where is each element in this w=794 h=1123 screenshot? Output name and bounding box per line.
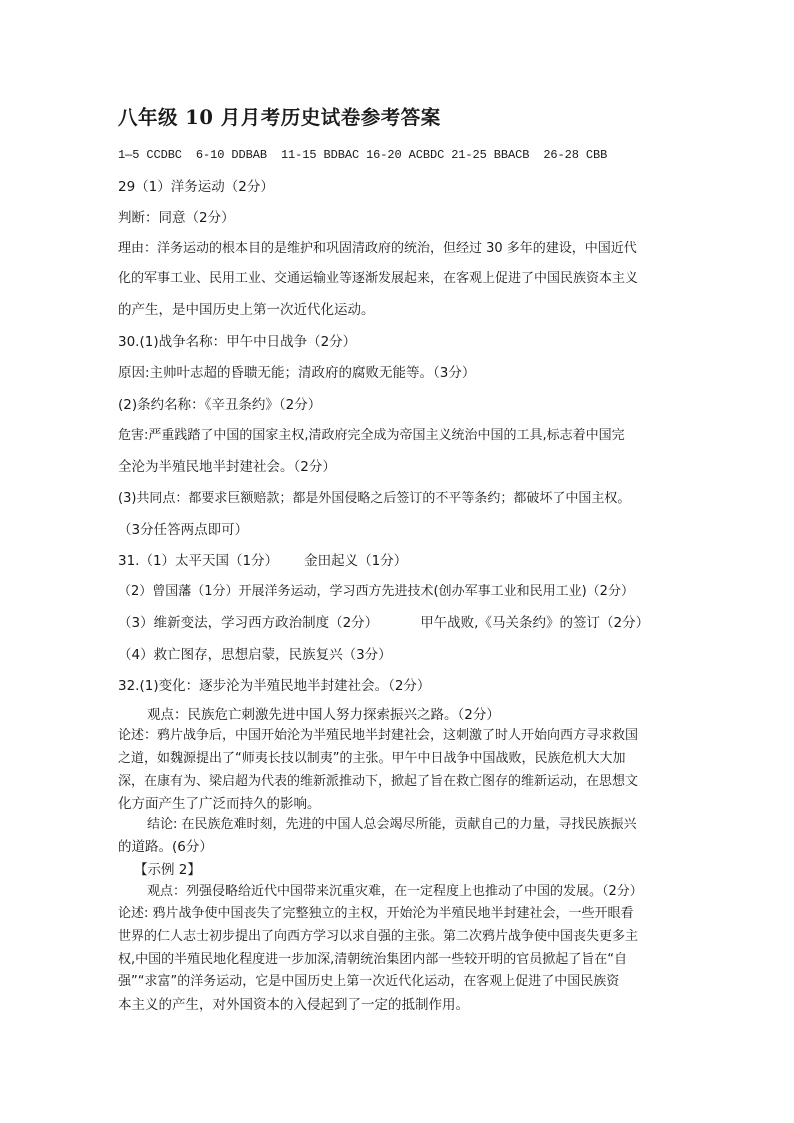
example-2-heading: 【示例 2】 xyxy=(134,862,201,878)
q32-line-8: 的道路。(6分） xyxy=(118,839,213,855)
q31-line-1a: 31.（1）太平天国（1分） xyxy=(118,553,279,569)
q32-line-6: 化方面产生了广泛而持久的影响。 xyxy=(118,796,321,812)
q31-line-1 xyxy=(118,552,407,570)
q32-line-3: 论述：鸦片战争后，中国开始沦为半殖民地半封建社会，这刺激了时人开始向西方寻求救国 xyxy=(118,728,639,743)
q32-viewpoint-1: 观点：民族危亡刺激先进中国人努力探索振兴之路。（2分） xyxy=(147,707,500,723)
mc-group-2: 6-10 DDBAB xyxy=(195,148,267,162)
q32-line-11: 论述: 鸦片战争使中国丧失了完整独立的主权，开始沦为半殖民地半封建社会，一些开眼看 xyxy=(118,906,634,921)
q32-viewpoint-2: 观点：列强侵略给近代中国带来沉重灾难，在一定程度上也推动了中国的发展。（2分） xyxy=(147,884,643,899)
mc-group-1: 1—5 CCDBC xyxy=(118,148,182,162)
mc-group-5: 21-25 BBACB xyxy=(451,148,530,162)
q31-line-3b: 甲午战败,《马关条约》的签订（2分） xyxy=(420,615,650,631)
mc-group-4: 16-20 ACBDC xyxy=(366,148,445,162)
q32-line-5: 深，在康有为、梁启超为代表的维新派推动下，掀起了旨在救亡图存的维新运动，在思想文 xyxy=(118,774,639,789)
mc-group-6: 26-28 CBB xyxy=(543,148,608,162)
page-title: 八年级 10 月月考历史试卷参考答案 xyxy=(118,106,441,129)
q29-line-2: 判断：同意（2分） xyxy=(118,210,235,226)
q32-line-14: 强”“求富”的洋务运动，它是中国历史上第一次近代化运动，在客观上促进了中国民族资 xyxy=(118,974,620,989)
q30-line-6: (3)共同点：都要求巨额赔款；都是外国侵略之后签订的不平等条约；都破坏了中国主权。 xyxy=(118,491,631,506)
q31-line-4: （4）救亡图存，思想启蒙，民族复兴（3分） xyxy=(118,647,392,663)
multiple-choice-answers xyxy=(118,146,607,164)
q31-line-3 xyxy=(118,614,649,632)
q32-conclusion: 结论: 在民族危难时刻，先进的中国人总会竭尽所能，贡献自己的力量，寻找民族振兴 xyxy=(147,817,637,832)
q32-line-15: 本主义的产生，对外国资本的入侵起到了一定的抵制作用。 xyxy=(118,997,469,1013)
q29-line-3: 理由：洋务运动的根本目的是维护和巩固清政府的统治，但经过 30 多年的建设，中国近代 xyxy=(118,241,637,256)
q30-line-1: 30.(1)战争名称：甲午中日战争（2分） xyxy=(118,334,357,350)
q29-line-1: 29（1）洋务运动（2分） xyxy=(118,179,274,195)
q32-line-12: 世界的仁人志士初步提出了向西方学习以求自强的主张。第二次鸦片战争使中国丧失更多主 xyxy=(118,929,639,944)
q30-line-4: 危害:严重践踏了中国的国家主权,清政府完全成为帝国主义统治中国的工具,标志着中国完 xyxy=(118,428,625,443)
q32-line-13: 权,中国的半殖民地化程度进一步加深,清朝统治集团内部一些较开明的官员掀起了旨在“自 xyxy=(118,952,628,967)
q31-line-2: （2）曾国藩（1分）开展洋务运动，学习西方先进技术(创办军事工业和民用工业)（2分） xyxy=(118,584,634,599)
q32-line-1: 32.(1)变化：逐步沦为半殖民地半封建社会。（2分） xyxy=(118,678,431,694)
q30-line-3: (2)条约名称：《辛丑条约》（2分） xyxy=(118,397,322,413)
q30-line-7: （3分任答两点即可） xyxy=(118,522,249,538)
q30-line-2: 原因:主帅叶志超的昏聩无能；清政府的腐败无能等。（3分） xyxy=(118,365,476,381)
q32-line-4: 之道，如魏源提出了“师夷长技以制夷”的主张。甲午中日战争中国战败，民族危机大大加 xyxy=(118,751,626,766)
mc-group-3: 11-15 BDBAC xyxy=(280,148,360,162)
q30-line-5: 全沦为半殖民地半封建社会。（2分） xyxy=(118,459,336,475)
q31-line-3a: （3）维新变法，学习西方政治制度（2分） xyxy=(118,615,379,631)
q31-line-1b: 金田起义（1分） xyxy=(304,553,408,569)
q29-line-4: 化的军事工业、民用工业、交通运输业等逐渐发展起来，在客观上促进了中国民族资本主义 xyxy=(118,271,639,286)
q29-line-5: 的产生，是中国历史上第一次近代化运动。 xyxy=(118,302,375,318)
